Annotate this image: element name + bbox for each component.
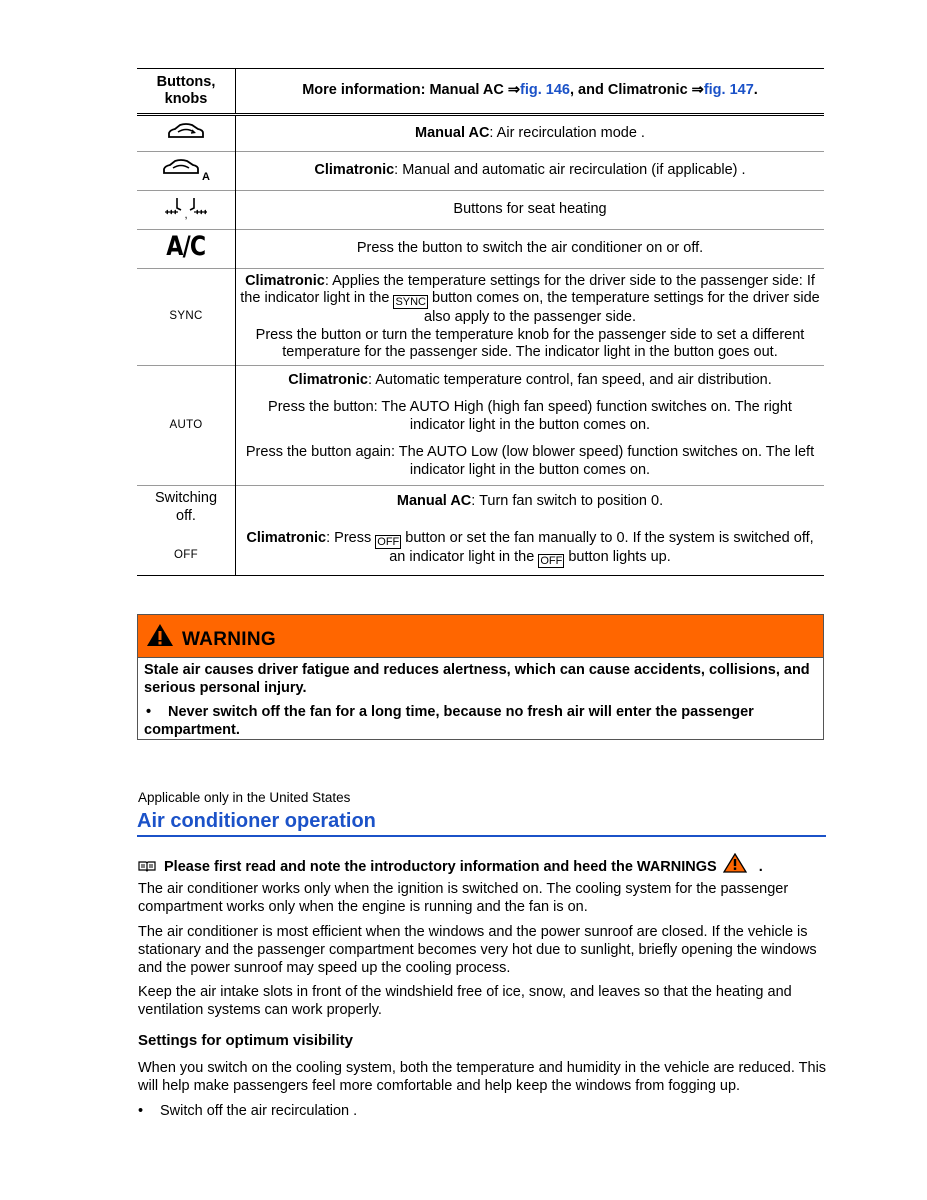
paragraph-efficiency: The air conditioner is most efficient when the windows and the power sunroof are closed. If the vehicle is stationary and the passenger compartment becomes very hot due to sunlight, briefly opening the windows and the power sunroof may speed up the cooling process.	[138, 924, 817, 976]
applicable-note: Applicable only in the United States	[138, 790, 351, 805]
table-row	[137, 269, 824, 366]
fig-147-link[interactable]: fig. 147	[703, 82, 754, 99]
sync-text-1: : Applies the temperature settings for the driver side to the passenger side: If the indicator light in the	[240, 272, 815, 306]
recirc-auto-text	[236, 152, 825, 191]
book-icon	[138, 860, 156, 872]
paragraph-air-intake: Keep the air intake slots in front of the windshield free of ice, snow, and leaves so that the heating and ventilation systems can work properly.	[138, 984, 792, 1018]
recirc-icon-cell	[137, 115, 236, 152]
paragraph-ignition: The air conditioner works only when the ignition is switched on. The cooling system for the passenger compartment works only when the engine is running and the fan is on.	[138, 881, 789, 915]
sync-label: SYNC	[137, 269, 236, 366]
recirc-manual-desc: : Air recirculation mode .	[489, 124, 645, 141]
seat-separator: ,	[184, 208, 188, 221]
table-row	[137, 230, 824, 269]
table-header-row	[137, 69, 824, 115]
sync-boxed-label: SYNC	[395, 296, 426, 308]
intro-line	[138, 853, 828, 876]
bullet-dot: •	[138, 1103, 144, 1119]
auto-paragraph-2: Press the button: The AUTO High (high fan speed) function switches on. The right indicator light in the button comes on.	[268, 399, 792, 433]
warning-box	[137, 614, 824, 740]
off-manual-text: : Turn fan switch to position 0.	[471, 493, 664, 510]
climatronic-label: Climatronic	[288, 371, 368, 388]
warning-body	[138, 658, 823, 739]
ac-label-cell	[137, 230, 236, 269]
auto-text-1: : Automatic temperature control, fan speed, and air distribution.	[367, 371, 772, 388]
controls-table	[137, 68, 824, 576]
seat-heating-text: Buttons for seat heating	[453, 201, 607, 218]
car-recirculation-auto-icon	[162, 156, 202, 176]
sync-text	[236, 269, 825, 366]
off-paragraph-1	[242, 493, 818, 511]
recirc-auto-desc: : Manual and automatic air recirculation (if applicable) .	[394, 162, 746, 179]
auto-label: AUTO	[137, 366, 236, 486]
table-row	[137, 152, 824, 191]
auto-paragraph-1	[242, 372, 818, 390]
warning-triangle-icon	[146, 623, 174, 647]
recirc-manual-text	[236, 115, 825, 152]
off-clim-text-3: button lights up.	[564, 548, 671, 565]
warning-bullet	[144, 703, 817, 739]
paragraph-cooling: When you switch on the cooling system, both the temperature and humidity in the vehicle are reduced. This will help make passengers feel more comfortable and help keep the windows from fogging up.	[138, 1060, 827, 1094]
ac-text: Press the button to switch the air conditioner on or off.	[356, 240, 704, 257]
table-row	[137, 366, 824, 486]
seat-heating-left-icon	[164, 196, 184, 218]
climatronic-label: Climatronic	[314, 162, 395, 179]
manual-ac-label: Manual AC	[396, 493, 472, 510]
intro-end: .	[758, 859, 763, 875]
table-row	[137, 486, 824, 576]
off-boxed-label: OFF	[540, 554, 563, 567]
recirc-auto-icon-cell	[137, 152, 236, 191]
table-row	[137, 115, 824, 152]
sync-paragraph-1	[240, 273, 820, 327]
auto-text	[236, 366, 825, 486]
ac-button-label: A/C	[166, 230, 206, 262]
climatronic-label: Climatronic	[246, 529, 327, 546]
section-rule	[137, 835, 826, 837]
fig-146-link[interactable]: fig. 146	[520, 82, 570, 99]
off-clim-text-2: button or set the fan manually to 0. If the system is switched off, an indicator light in the	[389, 529, 814, 565]
header-left-label: Buttons, knobs	[156, 74, 216, 107]
warning-header	[138, 615, 823, 658]
off-label: OFF	[174, 549, 198, 561]
warning-triangle-icon	[723, 853, 747, 873]
bullet-dot: •	[146, 704, 152, 720]
list-item	[138, 1102, 828, 1120]
sync-paragraph-2: Press the button or turn the temperature knob for the passenger side to set a different temperature for the passenger side. The indicator light in the button goes out.	[255, 326, 805, 360]
seat-heating-icon-cell	[137, 191, 236, 230]
auto-paragraph-3: Press the button again: The AUTO Low (low blower speed) function switches on. The left indicator light in the button comes on.	[245, 444, 815, 478]
header-mid: , and Climatronic ⇒	[570, 82, 704, 99]
seat-heating-right-icon	[188, 196, 208, 218]
sync-text-2: button comes on, the temperature settings for the driver side also apply to the passenger side.	[424, 290, 820, 325]
climatronic-label: Climatronic	[245, 272, 325, 289]
off-paragraph-2	[242, 530, 818, 568]
off-label-cell	[137, 486, 236, 576]
auto-letter: A	[202, 170, 210, 183]
section-title: Air conditioner operation	[137, 810, 376, 832]
car-recirculation-icon	[166, 121, 206, 141]
warning-title: WARNING	[182, 629, 276, 650]
warning-text: Stale air causes driver fatigue and reduces alertness, which can cause accidents, collisions, and serious personal injury.	[144, 662, 810, 696]
table-row	[137, 191, 824, 230]
manual-ac-label: Manual AC	[415, 124, 490, 141]
header-more-information	[236, 69, 825, 115]
subheading-visibility: Settings for optimum visibility	[138, 1032, 354, 1049]
warning-bullet-text: Never switch off the fan for a long time, because no fresh air will enter the passenger compartment.	[144, 704, 754, 738]
intro-text: Please first read and note the introductory information and heed the WARNINGS	[164, 859, 717, 875]
header-end: .	[753, 82, 758, 99]
header-buttons-knobs	[137, 69, 236, 115]
switching-off-label: Switching off.	[154, 490, 218, 524]
off-clim-text-1: : Press	[326, 529, 376, 546]
header-prefix: More information: Manual AC ⇒	[302, 82, 521, 99]
off-boxed-label: OFF	[377, 535, 400, 548]
bullet-recirculation-text: Switch off the air recirculation .	[160, 1103, 358, 1119]
off-text	[236, 486, 825, 576]
